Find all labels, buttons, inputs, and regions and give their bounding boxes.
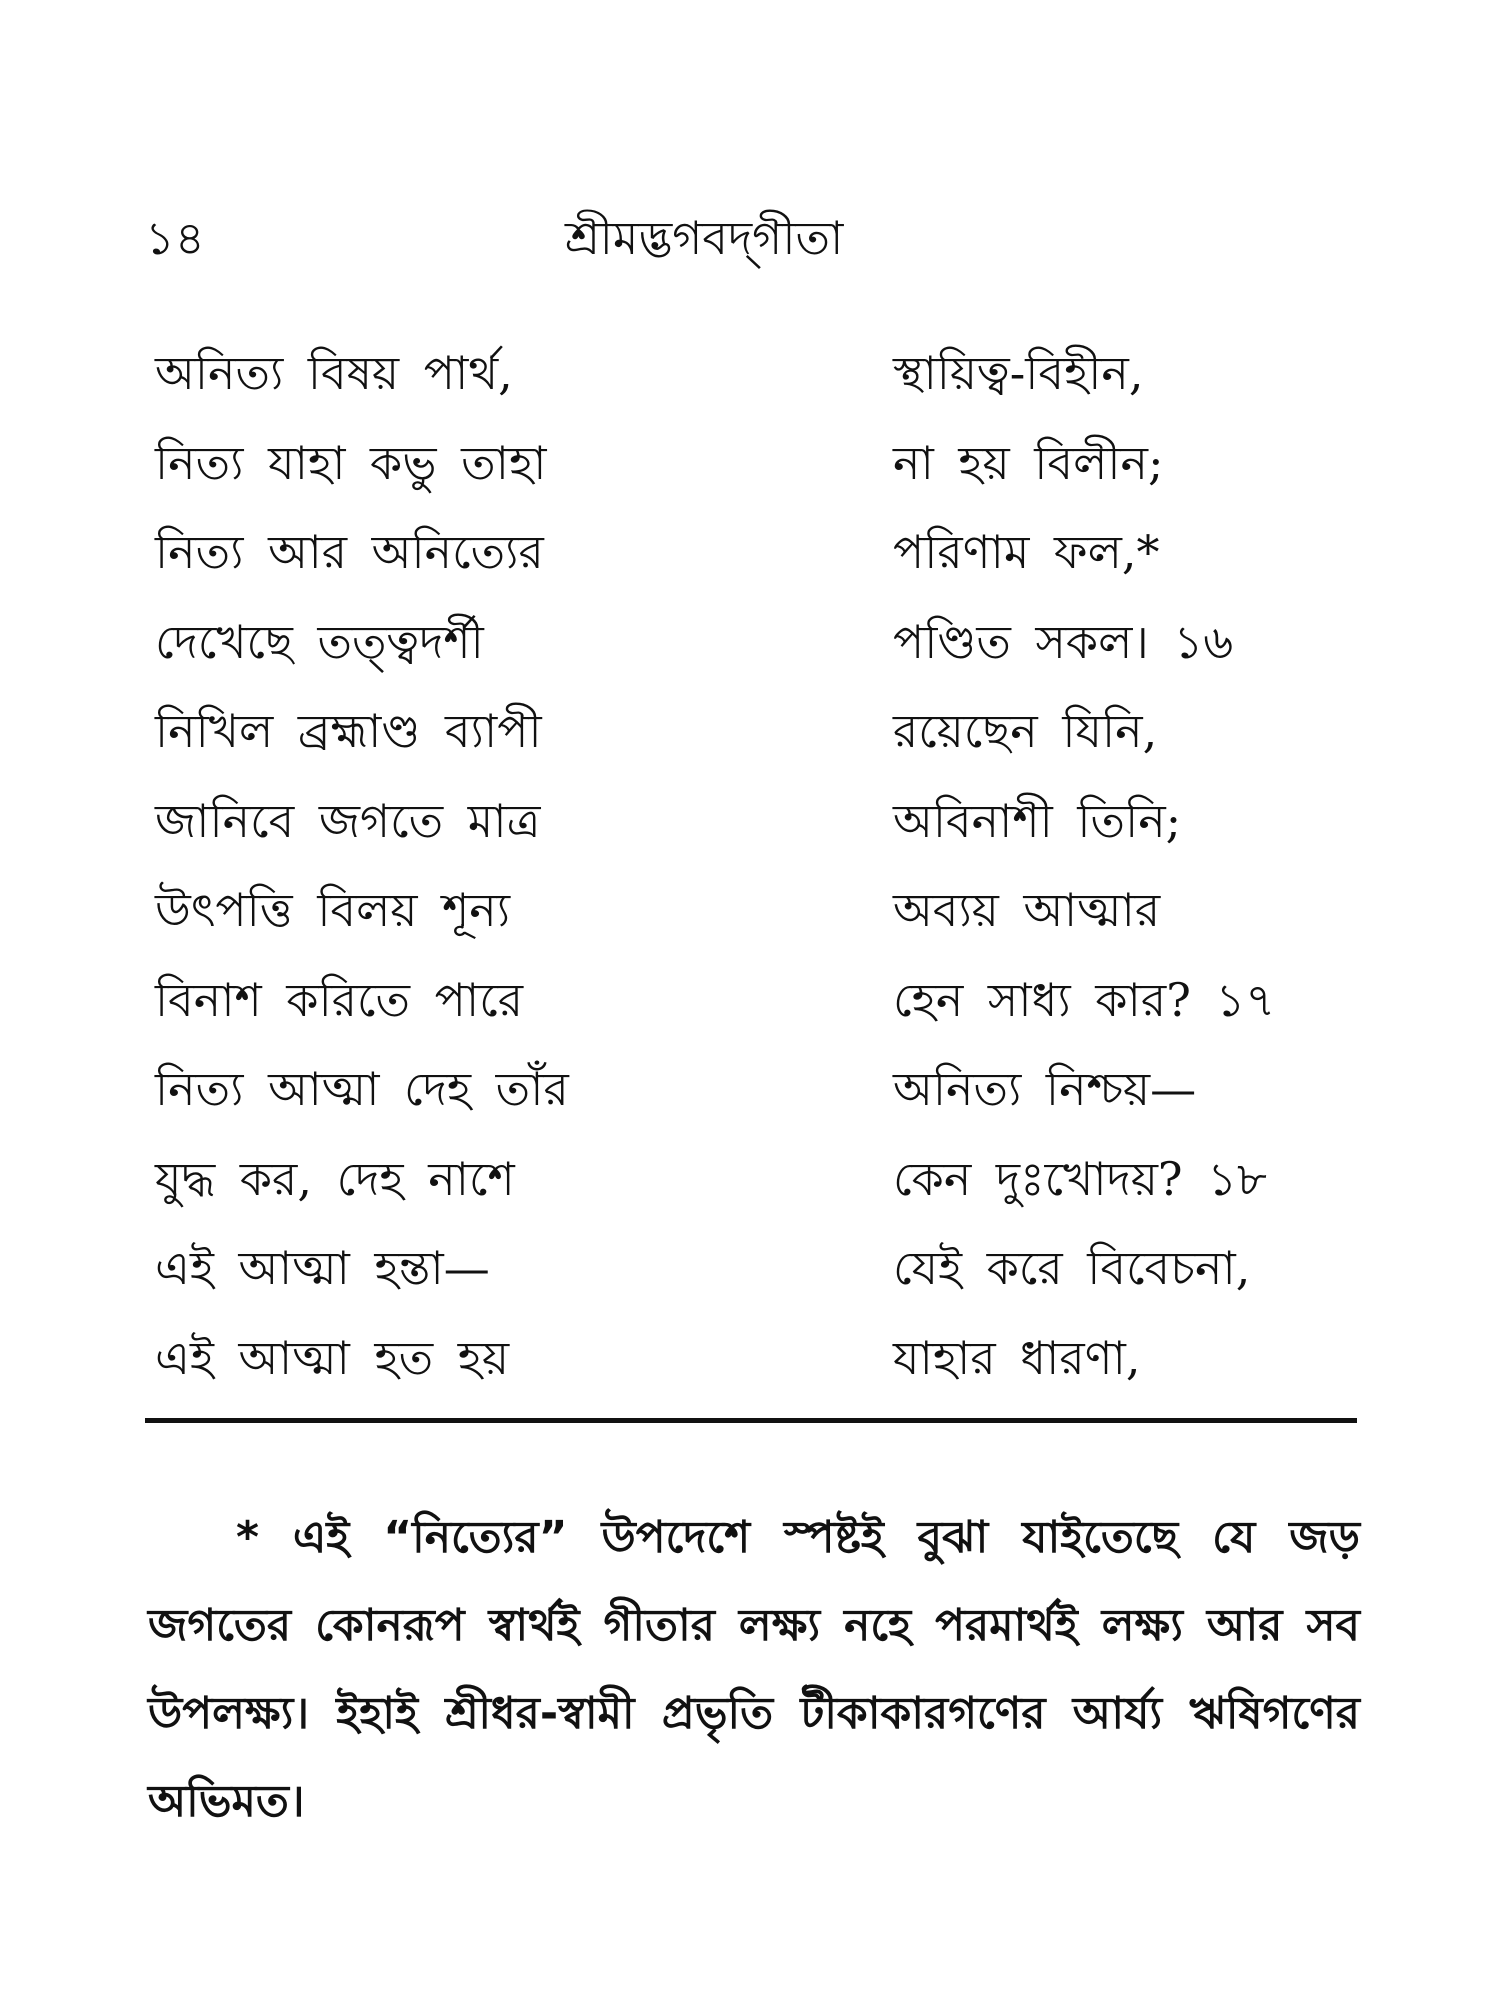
verse-left-half: এই আত্মা হন্তা— bbox=[155, 1241, 490, 1295]
verse-line bbox=[155, 786, 1355, 876]
verse-line bbox=[155, 1054, 1355, 1144]
page-number: ১৪ bbox=[145, 211, 205, 265]
verse-line bbox=[155, 338, 1355, 428]
verse-right-half: অব্যয় আত্মার bbox=[893, 883, 1161, 937]
verse-right-half: রয়েছেন যিনি, bbox=[893, 704, 1158, 758]
verse-right-half: হেন সাধ্য কার? ১৭ bbox=[893, 972, 1276, 1027]
verse-line bbox=[155, 517, 1355, 607]
verse-left-half: জানিবে জগতে মাত্র bbox=[155, 793, 541, 848]
verse-left-half: নিত্য যাহা কভু তাহা bbox=[155, 435, 547, 490]
verse-block bbox=[155, 338, 1355, 1412]
verse-left-half: বিনাশ করিতে পারে bbox=[155, 972, 524, 1027]
footnote-divider bbox=[145, 1418, 1357, 1423]
verse-right-half: না হয় বিলীন; bbox=[893, 435, 1164, 490]
running-title: শ্রীমদ্ভগবদ্‌গীতা bbox=[565, 211, 844, 265]
verse-left-half: এই আত্মা হত হয় bbox=[155, 1330, 510, 1385]
verse-left-half: নিখিল ব্রহ্মাণ্ড ব্যাপী bbox=[155, 704, 542, 758]
footnote: * এই “নিত্যের” উপদেশে স্পষ্টই বুঝা যাইতেছে যে জড় জগতের কোনরূপ স্বার্থই গীতার লক্ষ্য নহে পরমার্থই লক্ষ্য আর সব উপলক্ষ্য। ইহাই শ্রীধর-স্বামী প্রভৃতি টীকাকারগণের আর্য্য ঋষিগণের অভিমত। bbox=[148, 1512, 1360, 1827]
verse-right-half: স্থায়িত্ব-বিহীন, bbox=[893, 346, 1144, 400]
verse-line bbox=[155, 696, 1355, 786]
page-header bbox=[145, 208, 1355, 268]
verse-left-half: উৎপত্তি বিলয় শূন্য bbox=[155, 883, 511, 937]
verse-line bbox=[155, 607, 1355, 697]
verse-line bbox=[155, 875, 1355, 965]
verse-right-half: পণ্ডিত সকল। ১৬ bbox=[893, 614, 1234, 669]
verse-right-half: পরিণাম ফল,* bbox=[893, 525, 1160, 579]
verse-line bbox=[155, 1144, 1355, 1234]
verse-right-half: যাহার ধারণা, bbox=[893, 1330, 1141, 1385]
verse-right-half: কেন দুঃখোদয়? ১৮ bbox=[893, 1151, 1267, 1206]
verse-right-half: অবিনাশী তিনি; bbox=[893, 793, 1182, 848]
verse-left-half: দেখেছে তত্ত্বদর্শী bbox=[155, 614, 484, 669]
verse-line bbox=[155, 1233, 1355, 1323]
verse-line bbox=[155, 1323, 1355, 1413]
verse-left-half: নিত্য আর অনিত্যের bbox=[155, 525, 544, 579]
verse-left-half: নিত্য আত্মা দেহ তাঁর bbox=[155, 1062, 569, 1116]
verse-line bbox=[155, 428, 1355, 518]
verse-left-half: যুদ্ধ কর, দেহ নাশে bbox=[155, 1151, 515, 1206]
verse-left-half: অনিত্য বিষয় পার্থ, bbox=[155, 346, 513, 400]
verse-right-half: যেই করে বিবেচনা, bbox=[893, 1241, 1251, 1295]
verse-line bbox=[155, 965, 1355, 1055]
verse-right-half: অনিত্য নিশ্চয়— bbox=[893, 1062, 1197, 1116]
